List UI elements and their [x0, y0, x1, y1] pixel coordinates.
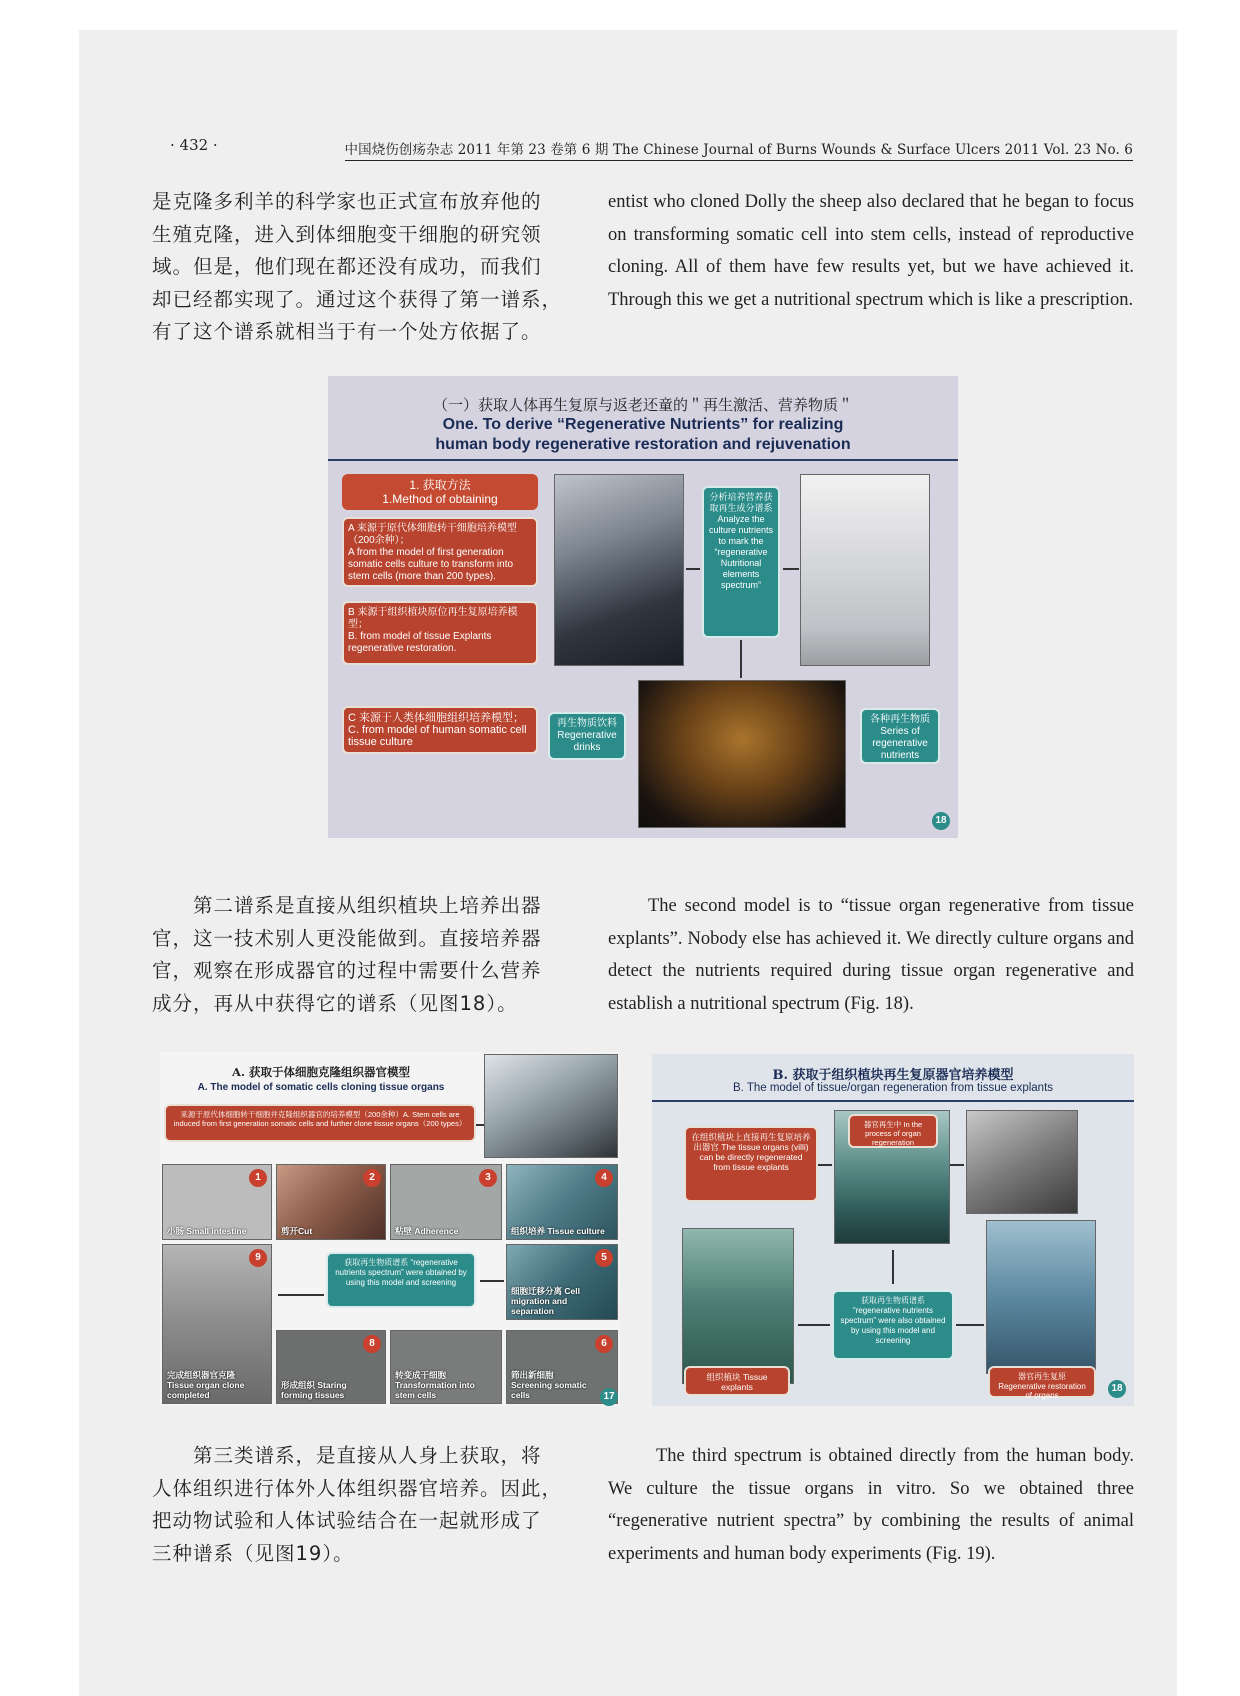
fig18-method-en: 1.Method of obtaining [382, 492, 498, 506]
para1-en: entist who cloned Dolly the sheep also declared that he began to focus on transforming somatic cell into stem cells, instead of reproductive cloning. All of them have few results yet, but we have achieved it. Through this we get a nutritional spectrum which is like a prescription. [608, 192, 1134, 310]
arrow-right [783, 568, 799, 570]
para3-zh-line: 人体组织进行体外人体组织器官培养。因此， [152, 1476, 563, 1500]
step-6-caption: 筛出新细胞 Screening somatic cells [511, 1370, 587, 1400]
fig17-desc-box: 来源于原代体细胞转干细胞并克隆组织器官的培养模型（200余种）A. Stem cells are induced from first generation somatic cells and further clone tissue organs（200 types） [164, 1104, 476, 1142]
para3-zh-line: 第三类谱系，是直接从人身上获取，将 [152, 1444, 542, 1467]
para3-zh-line: 三种谱系（见图19）。 [152, 1541, 354, 1565]
step-9-caption: 完成组织器官克隆 Tissue organ clone completed [167, 1370, 245, 1400]
fig18-b-zh: B 来源于组织植块原位再生复原培养模型； [348, 607, 518, 630]
fig18b-title-zh: B. 获取于组织植块再生复原器官培养模型 [772, 1068, 1014, 1083]
step-photo-1 [162, 1164, 272, 1240]
step-4-caption: 组织培养 Tissue culture [511, 1226, 605, 1236]
step-photo-5 [506, 1244, 618, 1320]
fig18b-left-box: 在组织植块上直接再生复原培养出器官 The tissue organs (villi) can be directly regenerated from tissue explants [684, 1126, 818, 1202]
fig18-a-zh: A 来源于原代体细胞转干细胞培养模型（200余种）； [348, 523, 517, 546]
step-8-badge: 8 [363, 1335, 381, 1353]
fig18-method-box [342, 474, 538, 510]
para1-zh-line: 有了这个谱系就相当于有一个处方依据了。 [152, 320, 542, 343]
step-2-caption: 剪开Cut [281, 1226, 313, 1236]
arrow-right [798, 1324, 830, 1326]
step-5-badge: 5 [595, 1249, 613, 1267]
step-1-badge: 1 [249, 1169, 267, 1187]
fig18-title-zh: （一）获取人体再生复原与返老还童的＂再生激活、营养物质＂ [432, 396, 853, 414]
fig17-center-box: 获取再生物质谱系 “regenerative nutrients spectrum” were obtained by using this model and screening [326, 1252, 476, 1308]
fig18b-rule [652, 1100, 1134, 1102]
step-photo-4 [506, 1164, 618, 1240]
page-number: · 432 · [170, 136, 218, 154]
arrow-right [818, 1164, 832, 1166]
microscope-photo [484, 1054, 618, 1158]
fig18-series-en: Series of regenerative nutrients [872, 726, 928, 761]
figure-18-bottom [652, 1054, 1134, 1406]
para2-zh-line: 官，这一技术别人更没能做到。直接培养器 [152, 926, 542, 950]
step-3-badge: 3 [479, 1169, 497, 1187]
step-photo-9 [162, 1244, 272, 1404]
journal-title: 中国烧伤创疡杂志 2011 年第 23 卷第 6 期 The Chinese Journal of Burns Wounds & Surface Ulcers 2011 Vol. 23 No. 6 [345, 138, 1134, 161]
arrow-down [740, 640, 742, 678]
fig18-drinks-en: Regenerative drinks [557, 730, 617, 753]
fig18-c-en: C. from model of human somatic cell tissue culture [348, 724, 527, 748]
fig18-series-box [860, 708, 940, 764]
step-photo-8 [276, 1330, 386, 1404]
para2-zh-line: 成分，再从中获得它的谱系（见图18）。 [152, 991, 518, 1015]
para2-en: The second model is to “tissue organ regenerative from tissue explants”. Nobody else has achieved it. We directly culture organs and detect the nutrients required during tissue organ regenerative and establish a nutritional spectrum (Fig. 18). [608, 896, 1134, 1014]
step-8-caption: 形成组织 Staring forming tissues [281, 1380, 347, 1400]
fig18-series-zh: 各种再生物质 [870, 714, 930, 725]
fig17-title-zh: A. 获取于体细胞克隆组织器官模型 [232, 1065, 410, 1079]
arrow-right [476, 1124, 484, 1126]
fig18-b-en: B. from model of tissue Explants regenerative restoration. [348, 631, 492, 654]
step-1-caption: 小肠 Small intestine [167, 1226, 247, 1236]
arrow-left [956, 1324, 984, 1326]
fig18-source-b [342, 601, 538, 665]
fig18-a-en: A from the model of first generation somatic cells culture to transform into stem cells (more than 200 types). [348, 547, 514, 582]
step-photo-2 [276, 1164, 386, 1240]
explant-photo [682, 1228, 794, 1384]
fig18-number-badge: 18 [932, 812, 950, 830]
para2-zh-line: 第二谱系是直接从组织植块上培养出器 [152, 894, 542, 917]
para1-zh-line: 域。但是，他们现在都还没有成功，而我们 [152, 255, 542, 278]
step-photo-7 [390, 1330, 502, 1404]
fig18b-center-box: 获取再生物质谱系 “regenerative nutrients spectrum” were also obtained by using this model and screening [832, 1290, 954, 1360]
arrow-right [950, 1164, 964, 1166]
figure-18-top [328, 376, 958, 838]
figure-17 [160, 1052, 620, 1406]
running-header [165, 136, 1133, 164]
fig18-source-c [342, 706, 538, 754]
fig17-number-badge: 17 [600, 1388, 618, 1406]
lab-photo [554, 474, 684, 666]
analyzer-photo [800, 474, 930, 666]
arrow-left [278, 1294, 324, 1296]
arrow-down [892, 1250, 894, 1284]
para1-zh-line: 是克隆多利羊的科学家也正式宣布放弃他的 [152, 190, 542, 213]
fig18-title-en-2: human body regenerative restoration and rejuvenation [435, 436, 851, 453]
fig18b-restore-box: 器官再生复原 Regenerative restoration of organs [988, 1366, 1096, 1398]
fig18-c-zh: C 来源于人类体细胞组织培养模型； [348, 712, 524, 724]
para1-zh-line: 却已经都实现了。通过这个获得了第一谱系， [152, 287, 563, 311]
fig18b-explants-box: 组织植块 Tissue explants [684, 1366, 790, 1396]
arrow-right [686, 568, 700, 570]
step-5-caption: 细胞迁移分离 Cell migration and separation [511, 1286, 580, 1316]
fig18-drinks-zh: 再生物质饮料 [557, 718, 617, 729]
fig18-source-a [342, 517, 538, 587]
para2-zh [152, 890, 572, 1020]
fig18-analyze-zh: 分析培养营养获取再生成分谱系 [709, 492, 773, 513]
para3-en: The third spectrum is obtained directly from the human body. We culture the tissue organs in vitro. So we obtained three “regenerative nutrient spectra” by combining the results of animal experiments and human body experiments (Fig. 19). [608, 1446, 1134, 1564]
step-6-badge: 6 [595, 1335, 613, 1353]
fig18b-title-en: B. The model of tissue/organ regeneration from tissue explants [732, 1082, 1054, 1094]
bottles-photo [638, 680, 846, 828]
fig18b-number-badge: 18 [1108, 1380, 1126, 1398]
fig18b-top-box: 器官再生中 In the process of organ regeneration [848, 1114, 938, 1148]
para2-zh-line: 官，观察在形成器官的过程中需要什么营养 [152, 959, 542, 982]
para3-zh [152, 1440, 572, 1570]
fig18-drinks-box [548, 712, 626, 760]
fig18-rule [328, 459, 958, 461]
para3-zh-line: 把动物试验和人体试验结合在一起就形成了 [152, 1509, 542, 1532]
fig18-analyze-box [702, 486, 780, 638]
fig18-title-en-1: One. To derive “Regenerative Nutrients” for realizing [442, 416, 844, 433]
step-7-caption: 转变成干细胞 Transformation into stem cells [395, 1370, 475, 1400]
step-9-badge: 9 [249, 1249, 267, 1267]
restore-photo [986, 1220, 1096, 1374]
fig17-title-en: A. The model of somatic cells cloning tissue organs [197, 1082, 445, 1093]
lab-photo-2 [966, 1110, 1078, 1214]
step-3-caption: 粘壁 Adherence [395, 1226, 459, 1236]
para1-zh-line: 生殖克隆，进入到体细胞变干细胞的研究领 [152, 222, 542, 246]
fig18-analyze-en: Analyze the culture nutrients to mark the “regenerative Nutritional elements spectrum” [708, 514, 774, 590]
fig18-method-zh: 1. 获取方法 [409, 478, 471, 492]
step-2-badge: 2 [363, 1169, 381, 1187]
step-photo-3 [390, 1164, 502, 1240]
step-4-badge: 4 [595, 1169, 613, 1187]
para1-zh [152, 186, 572, 349]
arrow-right [480, 1280, 504, 1282]
